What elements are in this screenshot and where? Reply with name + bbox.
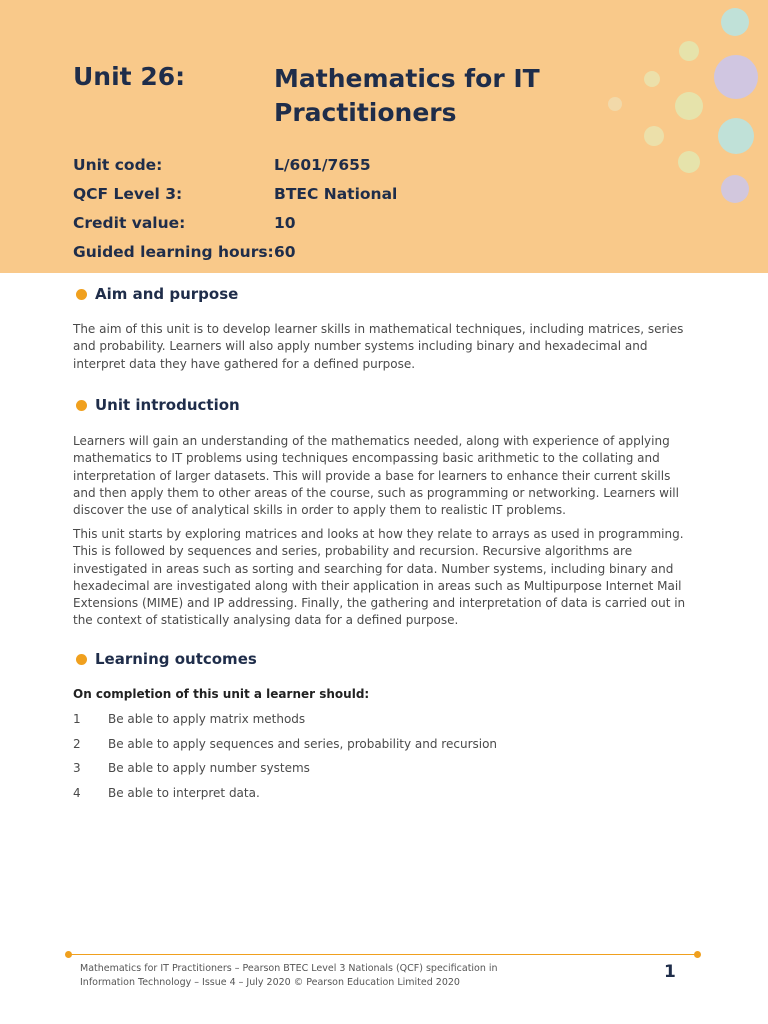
outcome-item <box>73 786 260 800</box>
outcomes-heading-text: Learning outcomes <box>95 650 257 668</box>
meta-value: L/601/7655 <box>274 155 371 174</box>
intro-heading <box>73 396 240 414</box>
footer-divider-dot <box>65 951 72 958</box>
outcome-text: Be able to apply number systems <box>108 761 310 775</box>
bullet-icon <box>76 400 87 411</box>
meta-value: 60 <box>274 242 296 261</box>
meta-label: Credit value: <box>73 213 186 232</box>
outcome-number: 3 <box>73 761 81 775</box>
meta-row-unit-code <box>73 150 397 179</box>
meta-row-qcf-level <box>73 179 397 208</box>
header-banner <box>0 0 768 273</box>
outcomes-lead: On completion of this unit a learner should: <box>73 687 370 701</box>
outcome-item <box>73 761 310 775</box>
meta-value: 10 <box>274 213 296 232</box>
meta-label: Guided learning hours: <box>73 242 274 261</box>
outcome-item <box>73 712 305 726</box>
unit-meta <box>73 150 397 266</box>
unit-number: Unit 26: <box>73 62 186 91</box>
meta-label: Unit code: <box>73 155 163 174</box>
footer-divider <box>68 954 697 955</box>
aim-heading-text: Aim and purpose <box>95 285 239 303</box>
aim-heading <box>73 285 238 303</box>
outcome-item <box>73 737 497 751</box>
meta-row-guided-learning-hours <box>73 237 397 266</box>
outcome-text: Be able to apply matrix methods <box>108 712 306 726</box>
footer-divider-dot <box>694 951 701 958</box>
bullet-icon <box>76 654 87 665</box>
outcome-number: 2 <box>73 737 81 751</box>
meta-label: QCF Level 3: <box>73 184 183 203</box>
outcome-text: Be able to apply sequences and series, probability and recursion <box>108 737 498 751</box>
aim-paragraph: The aim of this unit is to develop learner skills in mathematical techniques, including matrices, series and probability. Learners will also apply number systems including binary and hexadecimal and interpret data they have gathered for a defined purpose. <box>73 322 684 371</box>
page-number: 1 <box>664 962 676 982</box>
intro-paragraph-2: This unit starts by exploring matrices and looks at how they relate to arrays as used in programming. This is followed by sequences and series, probability and recursion. Recursive algorithms are investigated in areas such as sorting and searching for data. Number systems, including binary and hexadecimal are investigated along with their application in areas such as Multipurpose Internet Mail Extensions (MIME) and IP addressing. Finally, the gathering and interpretation of data is carried out in the context of statistically analysing data for a defined purpose. <box>73 527 686 628</box>
meta-value: BTEC National <box>274 184 398 203</box>
intro-heading-text: Unit introduction <box>95 396 240 414</box>
bullet-icon <box>76 289 87 300</box>
outcome-text: Be able to interpret data. <box>108 786 260 800</box>
meta-row-credit-value <box>73 208 397 237</box>
footer-text: Mathematics for IT Practitioners – Pearson BTEC Level 3 Nationals (QCF) specification in Information Technology – Issue 4 – July 2020 © Pearson Education Limited 2020 <box>80 963 498 988</box>
unit-title: Mathematics for IT Practitioners <box>274 64 540 127</box>
outcomes-heading <box>73 650 257 668</box>
intro-paragraph-1: Learners will gain an understanding of the mathematics needed, along with experience of applying mathematics to IT problems using techniques encompassing basic arithmetic to the collating and interpretation of larger datasets. This will provide a base for learners to enhance their current skills and then apply them to other areas of the course, such as programming or networking. Learners will discover the use of analytical skills in order to apply them to realistic IT problems. <box>73 434 679 518</box>
outcome-number: 4 <box>73 786 81 800</box>
outcome-number: 1 <box>73 712 81 726</box>
